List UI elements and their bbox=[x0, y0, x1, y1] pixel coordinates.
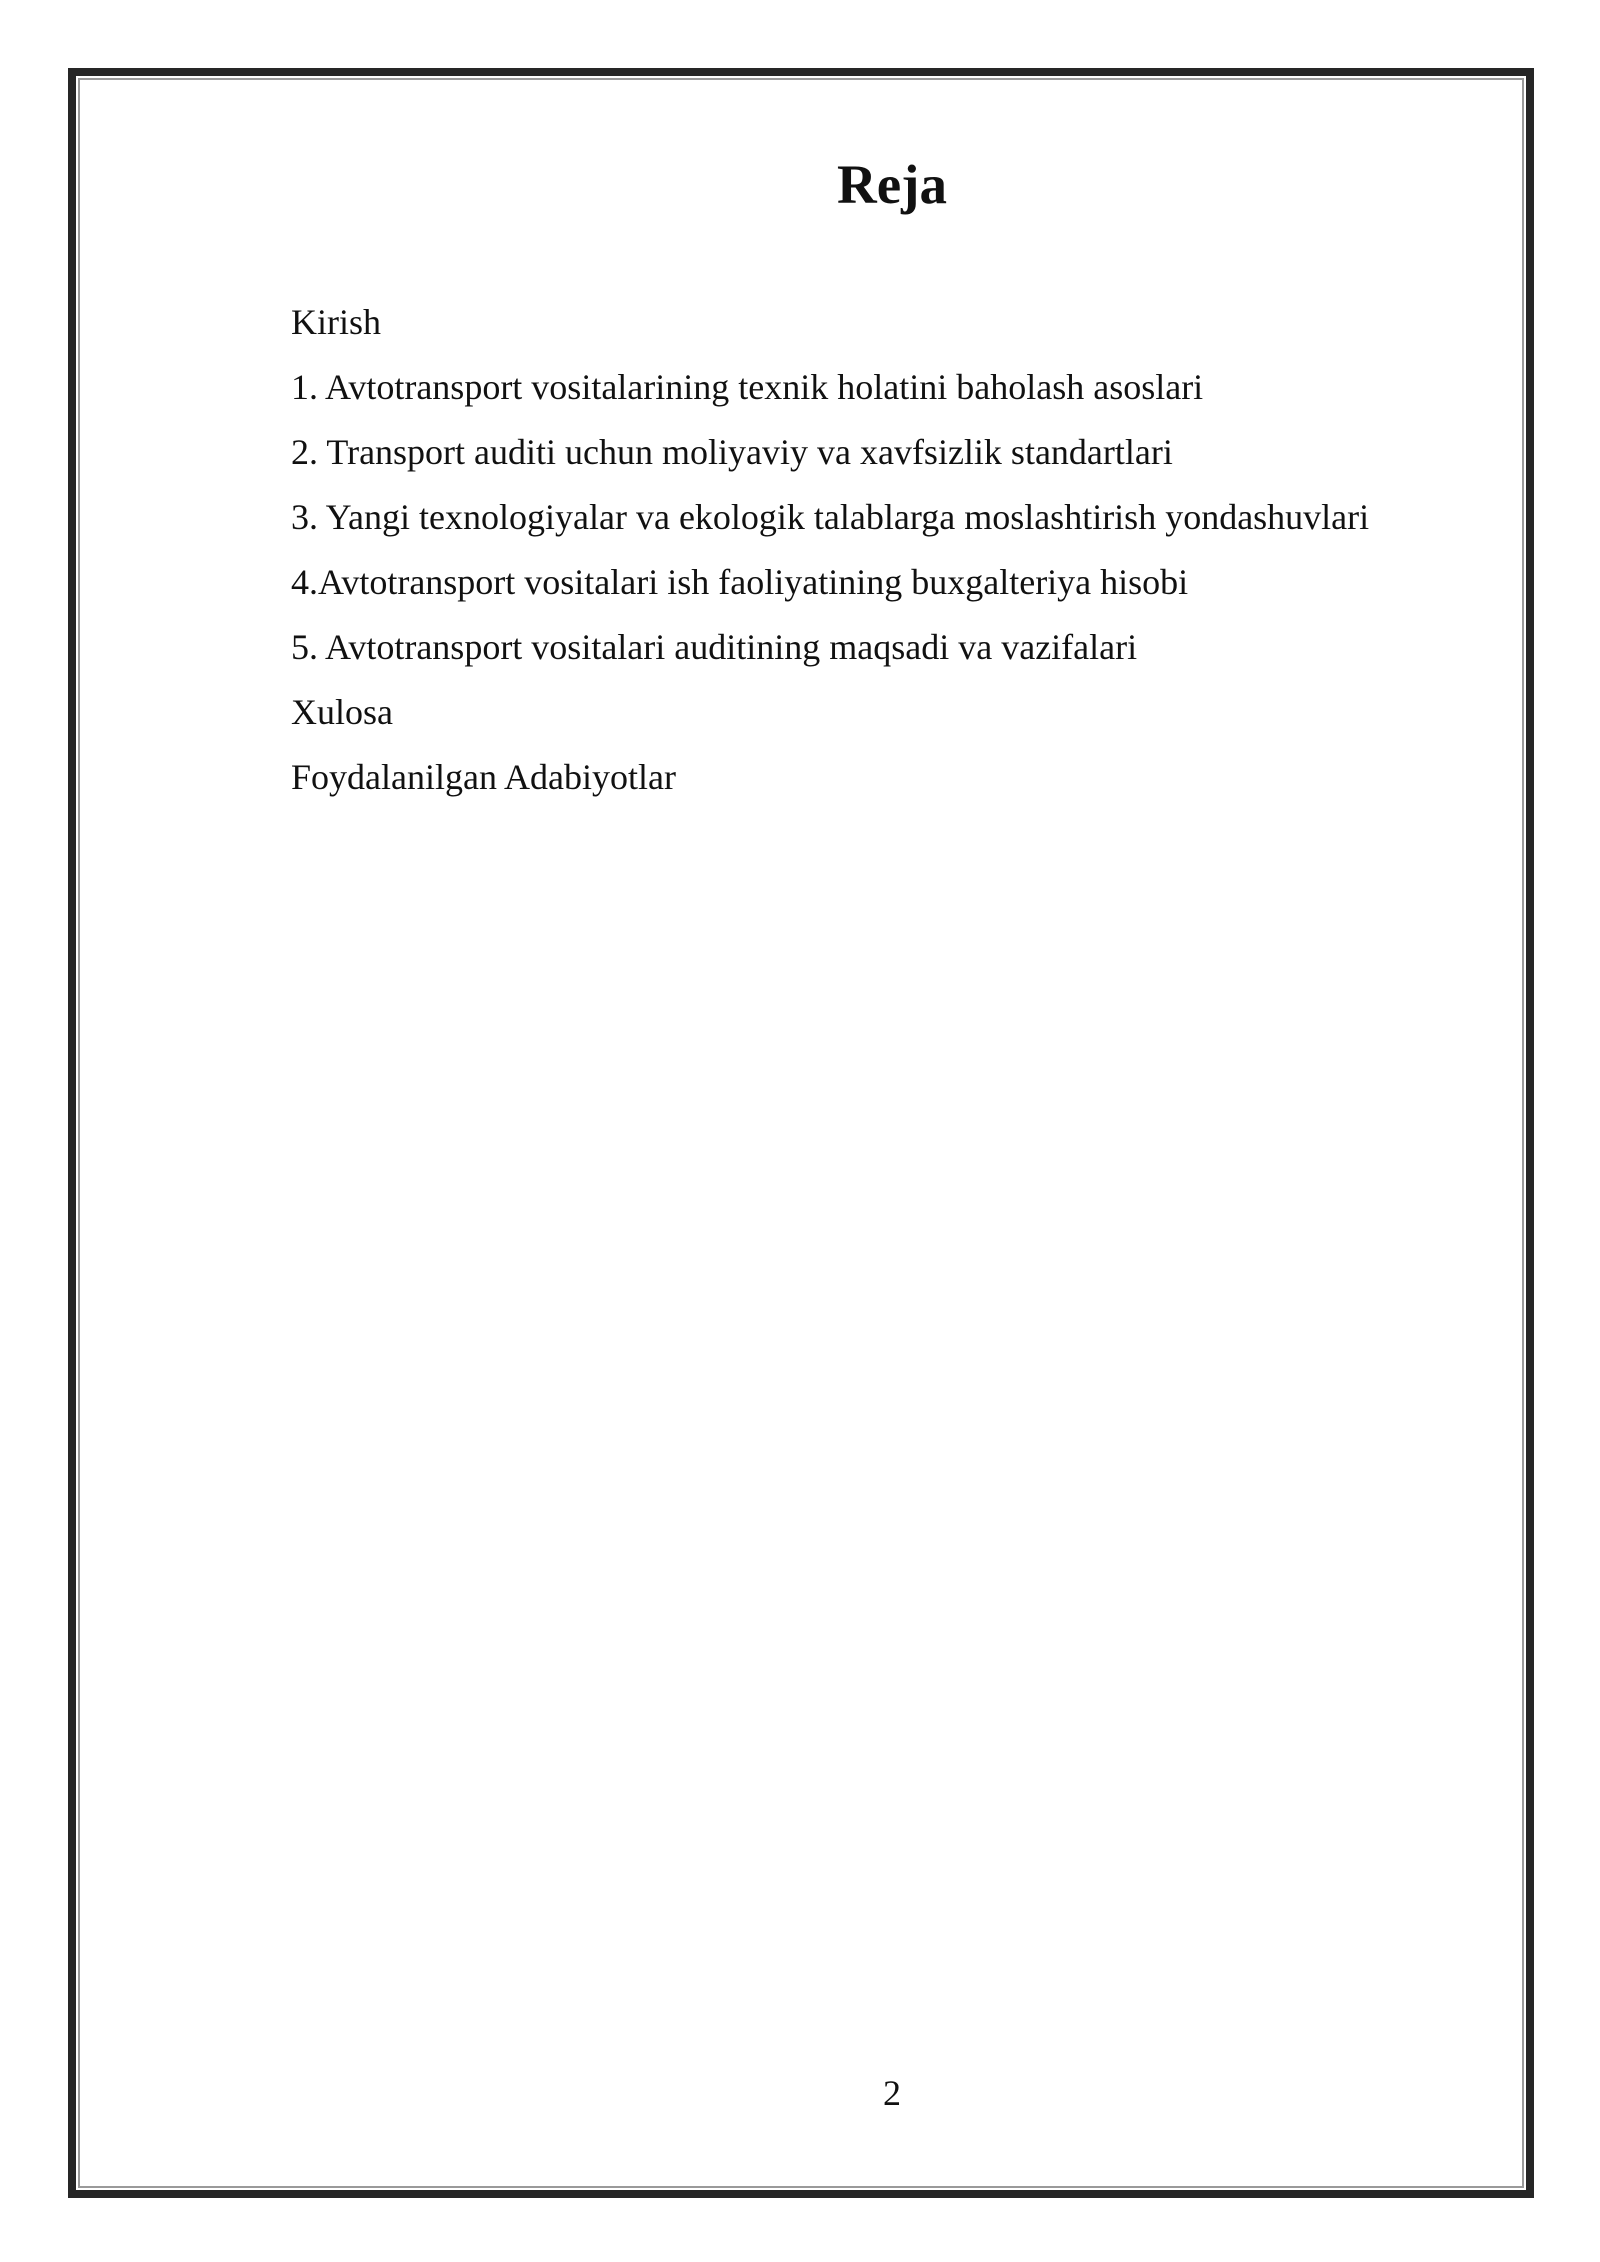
toc-item-1: 1. Avtotransport vositalarining texnik holatini baholash asoslari bbox=[291, 367, 1204, 407]
toc-item-3: 3. Yangi texnologiyalar va ekologik talablarga moslashtirish yondashuvlari bbox=[291, 497, 1370, 537]
page-title: Reja bbox=[837, 154, 947, 215]
toc-item-adabiyotlar: Foydalanilgan Adabiyotlar bbox=[291, 757, 676, 797]
toc-item-xulosa: Xulosa bbox=[291, 692, 393, 732]
toc-item-4: 4.Avtotransport vositalari ish faoliyatining buxgalteriya hisobi bbox=[291, 562, 1189, 602]
toc-item-kirish: Kirish bbox=[291, 302, 381, 342]
toc-item-2: 2. Transport auditi uchun moliyaviy va xavfsizlik standartlari bbox=[291, 432, 1173, 472]
toc-item-5: 5. Avtotransport vositalari auditining maqsadi va vazifalari bbox=[291, 627, 1138, 667]
page-number: 2 bbox=[883, 2073, 901, 2113]
table-of-contents bbox=[291, 290, 1491, 810]
